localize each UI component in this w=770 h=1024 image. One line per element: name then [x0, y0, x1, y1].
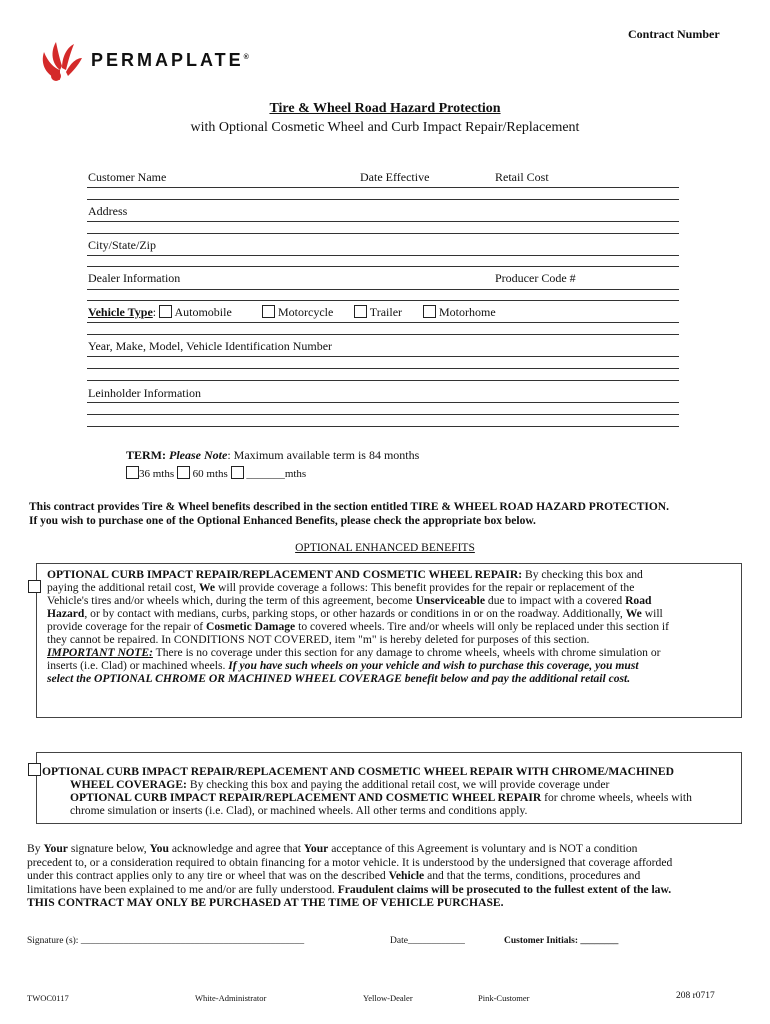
option2-text: OPTIONAL CURB IMPACT REPAIR/REPLACEMENT AND COSMETIC WHEEL REPAIR WITH CHROME/MACHINED WHEEL COVERAGE: By checking this box and paying the additional retail cost, we will provide coverage under OPTIONAL CURB IMPACT REPAIR/REPLACEMENT AND COSMETIC WHEEL REPAIR for chrome wheels, wheels with chrome simulation or inserts (i.e. Clad), or machined wheels. All other terms and conditions apply. — [42, 765, 692, 817]
signature-field[interactable]: Signature (s): _______________________________________________ — [27, 936, 305, 946]
permaplate-logo-icon — [36, 38, 84, 82]
term-60-checkbox[interactable] — [177, 466, 190, 479]
customer-name-label: Customer Name — [88, 170, 167, 184]
vehicle-type-line — [87, 322, 679, 323]
option2-checkbox[interactable] — [28, 763, 41, 776]
vehicle-type-checkbox-trailer[interactable] — [354, 305, 367, 318]
vehicle-type-checkbox-motorhome[interactable] — [423, 305, 436, 318]
term-row — [126, 448, 419, 463]
option1-text: OPTIONAL CURB IMPACT REPAIR/REPLACEMENT AND COSMETIC WHEEL REPAIR: By checking this box and paying the additional retail cost, We will provide coverage a follows: This benefit provides for the repair or replacement of the Vehicle's tires and/or wheels which, during the term of this agreement, become Unserviceable due to impact with a covered Road Hazard, or by contact with medians, curbs, parking stops, or other hazards or conditions in or on the roadway. Additionally, We will provide coverage for the repair of Cosmetic Damage to covered wheels. Tire and/or wheels will only be replaced under this section if they cannot be repaired. In CONDITIONS NOT COVERED, item "m" is hereby deleted for purposes of this section. IMPORTANT NOTE: There is no coverage under this section for any damage to chrome wheels, wheels with chrome simulation or inserts (i.e. Clad) or machined wheels. If you have such wheels on your vehicle and wish to purchase this coverage, you must select the OPTIONAL CHROME OR MACHINED WHEEL COVERAGE benefit below and pay the additional retail cost. — [47, 568, 670, 685]
city-state-zip-field[interactable] — [87, 255, 679, 256]
intro-line-2: If you wish to purchase one of the Optional Enhanced Benefits, please check the appropriate box below. — [29, 515, 536, 527]
address-field[interactable] — [87, 221, 679, 222]
vehicle-type-motorhome-label: Motorhome — [439, 305, 496, 319]
ymm-line-3 — [87, 380, 679, 381]
vehicle-type-motorhome-group — [423, 305, 496, 320]
address-line-2 — [87, 233, 679, 234]
vehicle-type-automobile-label: Automobile — [174, 305, 232, 319]
intro-line-1: This contract provides Tire & Wheel benefits described in the section entitled TIRE & WHEEL ROAD HAZARD PROTECTION. — [29, 501, 669, 513]
document-title: Tire & Wheel Road Hazard Protection — [269, 101, 501, 116]
city-state-zip-label: City/State/Zip — [88, 238, 156, 252]
copy-yellow: Yellow-Dealer — [363, 993, 413, 1003]
date-effective-label: Date Effective — [360, 170, 430, 184]
ymm-vin-label: Year, Make, Model, Vehicle Identification Number — [88, 339, 333, 353]
copy-pink: Pink-Customer — [478, 993, 530, 1003]
address-label: Address — [88, 204, 128, 218]
vehicle-type-line-2 — [87, 334, 679, 335]
contract-number-label: Contract Number — [628, 27, 720, 41]
dealer-information-field[interactable] — [87, 289, 679, 290]
ymm-vin-field[interactable] — [87, 356, 679, 357]
term-note-text: : Maximum available term is 84 months — [227, 448, 420, 462]
dealer-line-2 — [87, 300, 679, 301]
optional-benefits-heading: OPTIONAL ENHANCED BENEFITS — [295, 542, 475, 554]
acknowledgement-text: By Your signature below, You acknowledge and agree that Your acceptance of this Agreement is voluntary and is NOT a condition precedent to, or a consideration required to obtain financing for a motor vehicle. It is understood by the undersigned that coverage afforded under this contract applies only to any tire or wheel that was on the described Vehicle and that the terms, conditions, procedures and limitations have been explained to me and/or are fully understood. Fraudulent claims will be prosecuted to the fullest extent of the law. THIS CONTRACT MAY ONLY BE PURCHASED AT THE TIME OF VEHICLE PURCHASE. — [27, 842, 673, 909]
vehicle-type-motorcycle-group — [262, 305, 333, 320]
leinholder-label: Leinholder Information — [88, 386, 201, 400]
vehicle-type-label: Vehicle Type — [88, 305, 153, 319]
vehicle-type-motorcycle-label: Motorcycle — [278, 305, 334, 319]
term-36-checkbox[interactable] — [126, 466, 139, 479]
term-label: TERM: — [126, 448, 166, 462]
vehicle-type-row: Vehicle Type: Automobile — [88, 305, 232, 319]
copy-white: White-Administrator — [195, 993, 267, 1003]
customer-name-field[interactable] — [87, 187, 679, 188]
ymm-line-2 — [87, 368, 679, 369]
term-other-checkbox[interactable] — [231, 466, 244, 479]
revision-code: 208 r0717 — [676, 991, 715, 1001]
producer-code-label: Producer Code # — [495, 271, 576, 285]
form-code: TWOC0117 — [27, 993, 69, 1003]
document-subtitle: with Optional Cosmetic Wheel and Curb Impact Repair/Replacement — [190, 120, 580, 135]
customer-initials-field[interactable]: Customer Initials: ________ — [504, 936, 619, 946]
vehicle-type-checkbox-motorcycle[interactable] — [262, 305, 275, 318]
retail-cost-label: Retail Cost — [495, 170, 549, 184]
leinholder-field[interactable] — [87, 402, 679, 403]
vehicle-type-trailer-label: Trailer — [369, 305, 403, 319]
customer-line-2 — [87, 199, 679, 200]
leinholder-line-2 — [87, 414, 679, 415]
term-60-label: 60 mths — [192, 468, 228, 480]
dealer-information-label: Dealer Information — [88, 271, 181, 285]
leinholder-line-3 — [87, 426, 679, 427]
logo-wordmark: PERMAPLATE® — [91, 50, 249, 70]
vehicle-type-checkbox-automobile[interactable] — [159, 305, 172, 318]
term-note-label: Please Note — [169, 448, 228, 462]
city-line-2 — [87, 266, 679, 267]
date-field[interactable]: Date____________ — [390, 936, 465, 946]
term-other-label: _______mths — [246, 468, 307, 480]
term-options — [126, 466, 306, 480]
vehicle-type-trailer-group — [354, 305, 402, 320]
term-36-label: 36 mths — [139, 468, 175, 480]
option1-checkbox[interactable] — [28, 580, 41, 593]
